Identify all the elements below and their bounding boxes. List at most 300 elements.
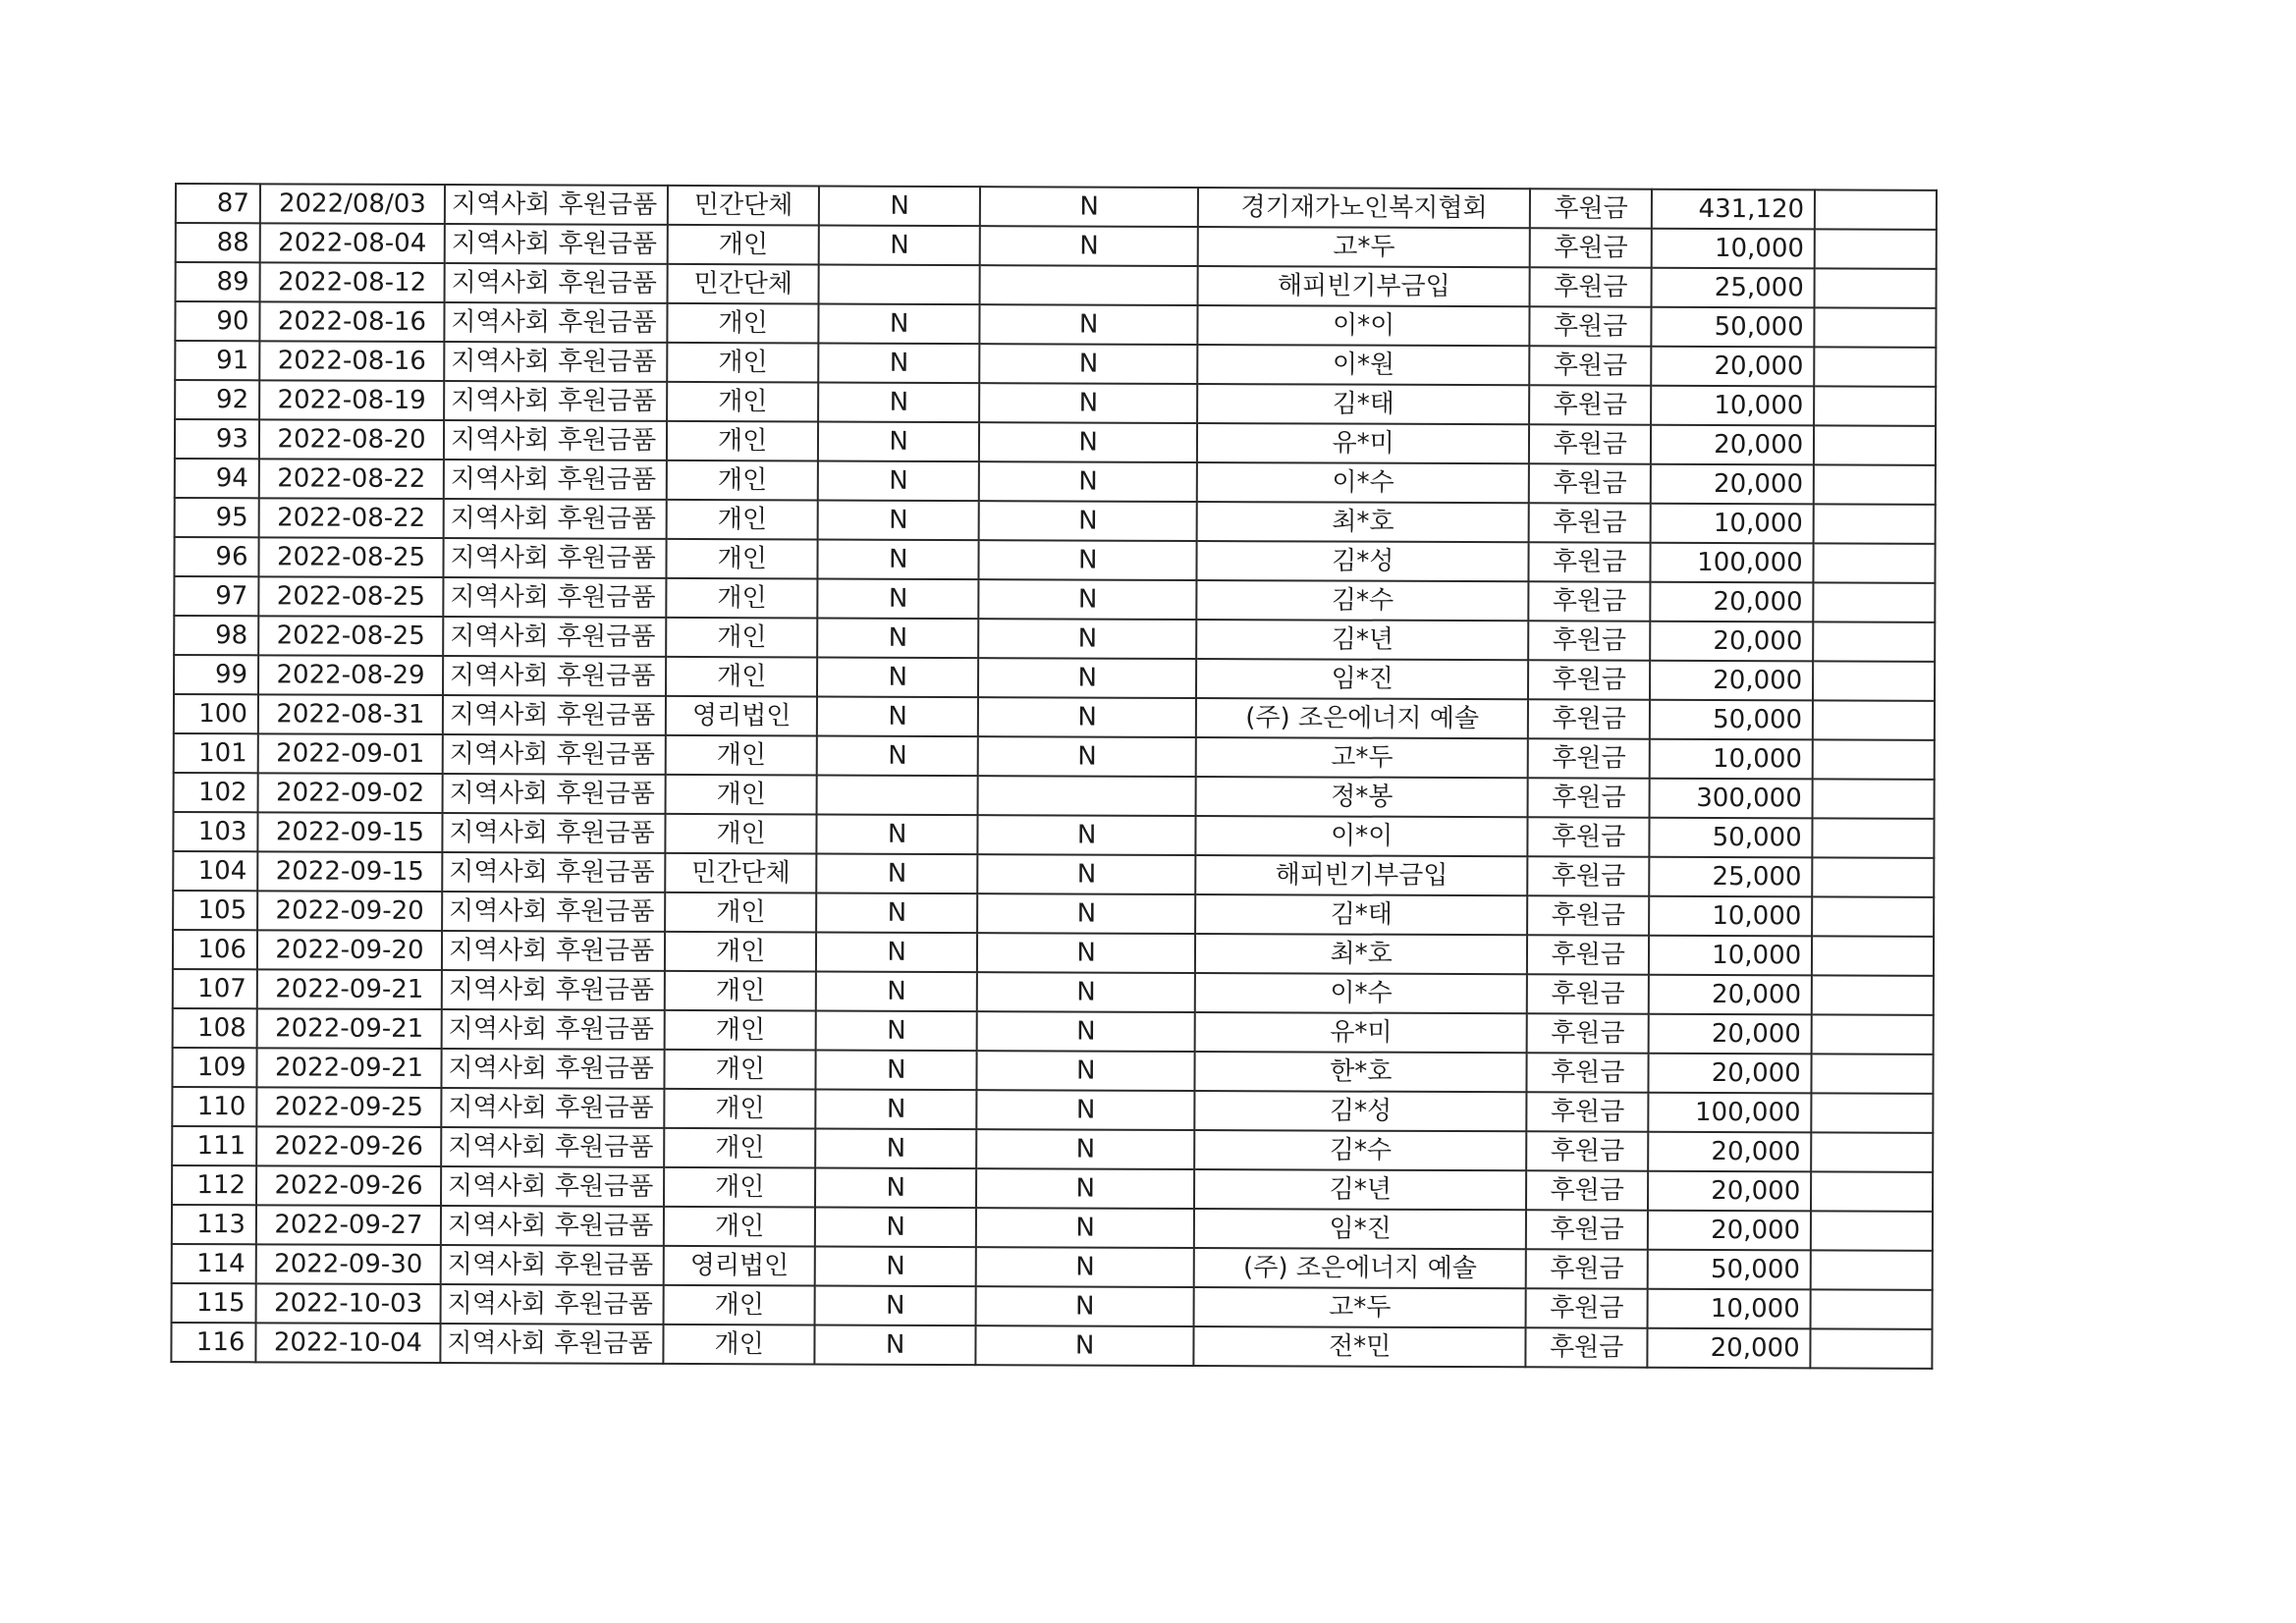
flag-1: N xyxy=(816,893,977,934)
donation-date: 2022-09-26 xyxy=(256,1126,441,1166)
empty-cell xyxy=(1814,386,1936,425)
donor-type: 개인 xyxy=(664,1207,815,1247)
flag-1: N xyxy=(818,383,979,423)
empty-cell xyxy=(1813,661,1935,700)
donation-kind: 후원금 xyxy=(1529,424,1651,463)
table-row xyxy=(173,891,1934,937)
donation-category: 지역사회 후원금품 xyxy=(444,342,667,382)
donation-kind: 후원금 xyxy=(1528,699,1650,738)
flag-1 xyxy=(819,265,980,305)
empty-cell xyxy=(1811,1289,1933,1328)
donation-amount: 300,000 xyxy=(1650,779,1813,819)
table-row xyxy=(172,1205,1933,1251)
donation-amount: 10,000 xyxy=(1650,739,1813,780)
flag-2: N xyxy=(977,893,1195,934)
donation-amount: 50,000 xyxy=(1650,818,1813,858)
donation-date: 2022-09-27 xyxy=(256,1205,441,1245)
empty-cell xyxy=(1811,1171,1933,1211)
flag-1: N xyxy=(816,854,977,894)
donation-date: 2022-08-25 xyxy=(258,616,443,656)
table-row xyxy=(173,969,1934,1015)
donation-category: 지역사회 후원금품 xyxy=(443,577,666,618)
flag-1: N xyxy=(815,1325,976,1366)
table-row xyxy=(173,812,1934,858)
flag-1: N xyxy=(818,461,979,502)
empty-cell xyxy=(1812,1014,1934,1054)
flag-1: N xyxy=(819,226,980,266)
donation-amount: 50,000 xyxy=(1652,307,1815,348)
donor-name: (주) 조은에너지 예솔 xyxy=(1196,698,1528,738)
flag-2: N xyxy=(978,736,1196,777)
empty-cell xyxy=(1813,818,1935,857)
flag-1: N xyxy=(818,579,979,620)
donor-type: 개인 xyxy=(666,814,817,854)
donation-date: 2022-08-25 xyxy=(258,537,443,577)
donation-date: 2022-08-29 xyxy=(258,655,443,695)
donation-category: 지역사회 후원금품 xyxy=(442,813,665,853)
donation-date: 2022-10-03 xyxy=(256,1283,441,1324)
flag-2: N xyxy=(979,344,1197,384)
donor-type: 개인 xyxy=(666,735,817,776)
donation-category: 지역사회 후원금품 xyxy=(442,852,665,893)
row-number: 100 xyxy=(174,694,258,733)
donation-amount: 20,000 xyxy=(1651,347,1814,387)
donation-kind: 후원금 xyxy=(1527,935,1649,974)
donation-amount: 10,000 xyxy=(1649,896,1812,937)
empty-cell xyxy=(1813,700,1935,739)
donor-name: 김*년 xyxy=(1194,1169,1526,1210)
donor-name: 임*진 xyxy=(1194,1209,1526,1249)
table-row xyxy=(172,1126,1933,1172)
donation-date: 2022-09-02 xyxy=(258,773,443,813)
donation-date: 2022-09-20 xyxy=(257,930,442,970)
empty-cell xyxy=(1815,229,1937,268)
table-row xyxy=(173,1008,1934,1055)
donation-kind: 후원금 xyxy=(1527,974,1649,1013)
donation-category: 지역사회 후원금품 xyxy=(441,1088,664,1128)
row-number: 98 xyxy=(174,616,258,655)
donation-date: 2022-09-21 xyxy=(256,1048,441,1088)
donor-name: 경기재가노인복지협회 xyxy=(1198,188,1530,228)
row-number: 109 xyxy=(172,1048,256,1087)
flag-2: N xyxy=(979,422,1197,462)
donation-amount: 10,000 xyxy=(1651,386,1814,426)
donor-name: 고*두 xyxy=(1198,227,1530,267)
donor-name: 이*수 xyxy=(1197,462,1529,503)
flag-2 xyxy=(978,776,1196,816)
donor-type: 개인 xyxy=(668,225,819,265)
row-number: 87 xyxy=(176,184,260,223)
row-number: 116 xyxy=(171,1323,255,1362)
donation-amount: 20,000 xyxy=(1648,1328,1811,1369)
donor-name: 김*성 xyxy=(1197,541,1529,581)
donor-type: 개인 xyxy=(665,932,816,972)
donation-amount: 20,000 xyxy=(1650,582,1813,622)
donor-type: 개인 xyxy=(667,500,818,540)
flag-2: N xyxy=(977,1051,1195,1091)
donation-date: 2022-08-16 xyxy=(259,341,444,381)
flag-1: N xyxy=(816,933,977,973)
donation-amount: 20,000 xyxy=(1648,1132,1811,1172)
donation-amount: 10,000 xyxy=(1651,504,1814,544)
table-row xyxy=(172,1165,1933,1212)
donation-kind: 후원금 xyxy=(1526,1210,1648,1249)
row-number: 105 xyxy=(173,891,257,930)
flag-1: N xyxy=(815,1286,976,1326)
empty-cell xyxy=(1813,779,1935,818)
empty-cell xyxy=(1814,347,1936,386)
table-row xyxy=(176,184,1937,230)
donation-category: 지역사회 후원금품 xyxy=(442,970,665,1010)
donation-amount: 50,000 xyxy=(1650,700,1813,740)
donation-kind: 후원금 xyxy=(1526,1131,1648,1170)
row-number: 99 xyxy=(174,655,258,694)
donation-category: 지역사회 후원금품 xyxy=(441,1049,664,1089)
flag-1: N xyxy=(815,1247,976,1287)
flag-1: N xyxy=(817,697,978,737)
donation-date: 2022-09-21 xyxy=(257,1008,442,1049)
donation-category: 지역사회 후원금품 xyxy=(444,381,667,421)
donation-kind: 후원금 xyxy=(1526,1288,1648,1327)
table-row xyxy=(173,930,1934,976)
donation-amount: 25,000 xyxy=(1652,268,1815,308)
table-row xyxy=(174,733,1935,780)
donor-name: 이*이 xyxy=(1198,305,1530,346)
flag-1: N xyxy=(818,501,979,541)
flag-2 xyxy=(980,265,1198,305)
donor-type: 개인 xyxy=(664,1325,815,1365)
row-number: 101 xyxy=(174,733,258,773)
donation-date: 2022-09-01 xyxy=(258,733,443,774)
flag-2: N xyxy=(977,1090,1195,1130)
donation-kind: 후원금 xyxy=(1526,1170,1648,1210)
donation-kind: 후원금 xyxy=(1528,621,1650,660)
donation-kind: 후원금 xyxy=(1528,738,1650,778)
row-number: 106 xyxy=(173,930,257,969)
flag-1 xyxy=(817,776,978,816)
table-row xyxy=(175,341,1936,387)
empty-cell xyxy=(1815,307,1937,347)
donation-date: 2022-08-04 xyxy=(260,223,445,263)
donation-kind: 후원금 xyxy=(1529,503,1651,542)
table-row xyxy=(173,851,1934,897)
donation-date: 2022-09-30 xyxy=(256,1244,441,1284)
table-row xyxy=(172,1283,1933,1329)
donor-name: (주) 조은에너지 예솔 xyxy=(1194,1248,1526,1288)
donation-amount: 20,000 xyxy=(1650,622,1813,662)
donor-type: 민간단체 xyxy=(668,186,819,226)
empty-cell xyxy=(1812,975,1934,1014)
donor-type: 개인 xyxy=(665,1050,816,1090)
flag-1: N xyxy=(815,1168,976,1209)
donation-date: 2022/08/03 xyxy=(260,184,445,224)
table-row xyxy=(174,576,1935,622)
empty-cell xyxy=(1812,1093,1934,1132)
donation-kind: 후원금 xyxy=(1530,189,1652,228)
flag-1: N xyxy=(816,972,977,1012)
donation-ledger-table xyxy=(170,183,1938,1370)
flag-2: N xyxy=(979,461,1197,502)
donation-kind: 후원금 xyxy=(1527,856,1649,895)
flag-2: N xyxy=(980,187,1198,227)
flag-2: N xyxy=(976,1325,1194,1366)
donation-category: 지역사회 후원금품 xyxy=(441,1284,664,1325)
donation-amount: 20,000 xyxy=(1648,1171,1811,1212)
row-number: 88 xyxy=(176,223,260,262)
flag-1: N xyxy=(817,736,978,777)
donation-date: 2022-08-31 xyxy=(258,694,443,734)
row-number: 112 xyxy=(172,1165,256,1205)
table-row xyxy=(172,1087,1933,1133)
donor-name: 고*두 xyxy=(1194,1287,1526,1327)
donation-date: 2022-08-12 xyxy=(260,262,445,302)
donor-type: 영리법인 xyxy=(664,1246,815,1286)
donation-kind: 후원금 xyxy=(1530,267,1652,306)
row-number: 110 xyxy=(172,1087,256,1126)
donation-date: 2022-09-26 xyxy=(256,1165,441,1206)
donation-kind: 후원금 xyxy=(1528,581,1650,621)
flag-1: N xyxy=(815,1208,976,1248)
donation-kind: 후원금 xyxy=(1530,228,1652,267)
flag-2: N xyxy=(979,383,1197,423)
donor-type: 개인 xyxy=(665,1089,816,1129)
donation-category: 지역사회 후원금품 xyxy=(440,1324,663,1364)
donation-kind: 후원금 xyxy=(1529,346,1651,385)
donor-type: 민간단체 xyxy=(665,853,816,893)
donation-kind: 후원금 xyxy=(1526,1249,1648,1288)
flag-1: N xyxy=(818,540,979,580)
donation-category: 지역사회 후원금품 xyxy=(445,185,668,225)
donation-date: 2022-10-04 xyxy=(255,1323,440,1363)
table-row xyxy=(172,1244,1933,1290)
donation-category: 지역사회 후원금품 xyxy=(445,224,668,264)
donation-amount: 100,000 xyxy=(1649,1093,1812,1133)
donation-amount: 20,000 xyxy=(1649,1054,1812,1094)
flag-1: N xyxy=(815,1129,976,1169)
row-number: 92 xyxy=(175,380,259,419)
empty-cell xyxy=(1812,936,1934,975)
flag-2: N xyxy=(980,304,1198,345)
donation-date: 2022-08-19 xyxy=(259,380,444,420)
empty-cell xyxy=(1815,189,1937,229)
donor-name: 전*민 xyxy=(1194,1326,1526,1367)
row-number: 104 xyxy=(173,851,257,891)
donation-kind: 후원금 xyxy=(1529,542,1651,581)
empty-cell xyxy=(1812,1054,1934,1093)
donation-kind: 후원금 xyxy=(1528,778,1650,817)
empty-cell xyxy=(1815,268,1937,307)
donation-amount: 20,000 xyxy=(1651,464,1814,505)
table-row xyxy=(175,498,1936,544)
donor-name: 최*호 xyxy=(1197,502,1529,542)
row-number: 90 xyxy=(175,301,259,341)
donation-category: 지역사회 후원금품 xyxy=(444,302,667,343)
flag-2: N xyxy=(976,1129,1194,1169)
donation-date: 2022-09-15 xyxy=(257,851,442,892)
donation-kind: 후원금 xyxy=(1527,1053,1649,1092)
donor-name: 이*원 xyxy=(1197,345,1529,385)
donor-name: 한*호 xyxy=(1195,1052,1527,1092)
donation-kind: 후원금 xyxy=(1528,817,1650,856)
donor-name: 최*호 xyxy=(1195,934,1527,974)
donation-category: 지역사회 후원금품 xyxy=(442,1009,665,1050)
donor-name: 이*이 xyxy=(1196,816,1528,856)
donor-type: 개인 xyxy=(667,539,818,579)
donor-type: 개인 xyxy=(667,460,818,501)
donor-type: 개인 xyxy=(667,343,818,383)
donation-amount: 20,000 xyxy=(1651,425,1814,465)
flag-1: N xyxy=(818,344,979,384)
donation-kind: 후원금 xyxy=(1527,1013,1649,1053)
flag-2: N xyxy=(977,1011,1195,1052)
row-number: 107 xyxy=(173,969,257,1008)
donation-amount: 20,000 xyxy=(1649,975,1812,1015)
row-number: 97 xyxy=(174,576,258,616)
donor-name: 이*수 xyxy=(1195,973,1527,1013)
donor-name: 김*태 xyxy=(1195,894,1527,935)
donation-amount: 25,000 xyxy=(1649,857,1812,897)
flag-2: N xyxy=(979,579,1197,620)
row-number: 89 xyxy=(176,262,260,301)
row-number: 114 xyxy=(172,1244,256,1283)
row-number: 102 xyxy=(174,773,258,812)
flag-2: N xyxy=(978,697,1196,737)
ledger-body xyxy=(171,184,1937,1369)
donation-category: 지역사회 후원금품 xyxy=(441,1166,664,1207)
donation-kind: 후원금 xyxy=(1528,660,1650,699)
donor-type: 개인 xyxy=(666,618,817,658)
donor-name: 김*수 xyxy=(1197,580,1529,621)
flag-2: N xyxy=(976,1168,1194,1209)
donation-amount: 431,120 xyxy=(1652,189,1815,230)
donation-category: 지역사회 후원금품 xyxy=(441,1245,664,1285)
table-row xyxy=(174,616,1935,662)
donor-type: 개인 xyxy=(664,1285,815,1325)
empty-cell xyxy=(1814,504,1936,543)
donor-name: 해피빈기부금입 xyxy=(1195,855,1527,895)
row-number: 108 xyxy=(173,1008,257,1048)
donation-category: 지역사회 후원금품 xyxy=(441,1127,664,1167)
donation-category: 지역사회 후원금품 xyxy=(444,499,667,539)
donation-kind: 후원금 xyxy=(1527,895,1649,935)
donation-amount: 20,000 xyxy=(1649,1014,1812,1055)
donor-name: 고*두 xyxy=(1196,737,1528,778)
donation-category: 지역사회 후원금품 xyxy=(443,695,666,735)
donor-name: 유*미 xyxy=(1195,1012,1527,1053)
flag-1: N xyxy=(819,304,980,345)
donation-category: 지역사회 후원금품 xyxy=(443,617,666,657)
empty-cell xyxy=(1811,1211,1933,1250)
empty-cell xyxy=(1811,1132,1933,1171)
flag-2: N xyxy=(977,972,1195,1012)
table-row xyxy=(171,1323,1932,1369)
donation-amount: 20,000 xyxy=(1650,661,1813,701)
empty-cell xyxy=(1814,425,1936,464)
row-number: 96 xyxy=(174,537,258,576)
flag-2: N xyxy=(980,226,1198,266)
empty-cell xyxy=(1811,1328,1933,1368)
flag-1: N xyxy=(819,187,980,227)
donation-category: 지역사회 후원금품 xyxy=(443,538,666,578)
donation-date: 2022-08-16 xyxy=(259,301,444,342)
flag-1: N xyxy=(818,422,979,462)
donation-category: 지역사회 후원금품 xyxy=(442,892,665,932)
donor-name: 김*년 xyxy=(1196,620,1528,660)
donation-date: 2022-09-20 xyxy=(257,891,442,931)
donor-name: 정*봉 xyxy=(1196,777,1528,817)
flag-1: N xyxy=(816,1090,977,1130)
donor-name: 김*태 xyxy=(1197,384,1529,424)
table-row xyxy=(176,223,1937,269)
table-row xyxy=(174,655,1935,701)
donor-type: 개인 xyxy=(665,893,816,933)
donation-date: 2022-09-25 xyxy=(256,1087,441,1127)
flag-1: N xyxy=(817,619,978,659)
donation-amount: 20,000 xyxy=(1648,1211,1811,1251)
donation-date: 2022-08-22 xyxy=(259,498,444,538)
donor-type: 개인 xyxy=(667,578,818,619)
row-number: 111 xyxy=(172,1126,256,1165)
donation-category: 지역사회 후원금품 xyxy=(442,931,665,971)
donor-type: 개인 xyxy=(664,1167,815,1208)
flag-1: N xyxy=(817,658,978,698)
flag-2: N xyxy=(976,1247,1194,1287)
donation-kind: 후원금 xyxy=(1529,385,1651,424)
donor-type: 영리법인 xyxy=(666,696,817,736)
donor-type: 개인 xyxy=(664,1128,815,1168)
row-number: 95 xyxy=(175,498,259,537)
donation-date: 2022-08-20 xyxy=(259,419,444,460)
donor-type: 개인 xyxy=(667,382,818,422)
donation-date: 2022-08-25 xyxy=(258,576,443,617)
donor-type: 개인 xyxy=(665,971,816,1011)
empty-cell xyxy=(1813,622,1935,661)
row-number: 93 xyxy=(175,419,259,459)
flag-2: N xyxy=(978,619,1196,659)
empty-cell xyxy=(1814,464,1936,504)
flag-2: N xyxy=(976,1208,1194,1248)
donor-type: 개인 xyxy=(666,775,817,815)
flag-1: N xyxy=(816,1051,977,1091)
table-row xyxy=(172,1048,1933,1094)
donation-category: 지역사회 후원금품 xyxy=(444,420,667,460)
table-row xyxy=(174,537,1935,583)
donation-date: 2022-09-21 xyxy=(257,969,442,1009)
table-row xyxy=(175,459,1936,505)
donation-amount: 50,000 xyxy=(1648,1250,1811,1290)
donor-type: 민간단체 xyxy=(668,264,819,304)
donation-category: 지역사회 후원금품 xyxy=(441,1206,664,1246)
donation-date: 2022-08-22 xyxy=(259,459,444,499)
donation-kind: 후원금 xyxy=(1530,306,1652,346)
donor-name: 유*미 xyxy=(1197,423,1529,463)
table-row xyxy=(174,694,1935,740)
donor-type: 개인 xyxy=(667,421,818,461)
table-row xyxy=(175,301,1936,348)
row-number: 91 xyxy=(175,341,259,380)
flag-2: N xyxy=(978,815,1196,855)
empty-cell xyxy=(1814,543,1936,582)
donation-category: 지역사회 후원금품 xyxy=(443,774,666,814)
flag-2: N xyxy=(977,933,1195,973)
donation-amount: 10,000 xyxy=(1652,229,1815,269)
donation-kind: 후원금 xyxy=(1529,463,1651,503)
donation-amount: 10,000 xyxy=(1648,1289,1811,1329)
empty-cell xyxy=(1813,582,1935,622)
row-number: 115 xyxy=(172,1283,256,1323)
donation-date: 2022-09-15 xyxy=(257,812,442,852)
table-row xyxy=(175,419,1936,465)
